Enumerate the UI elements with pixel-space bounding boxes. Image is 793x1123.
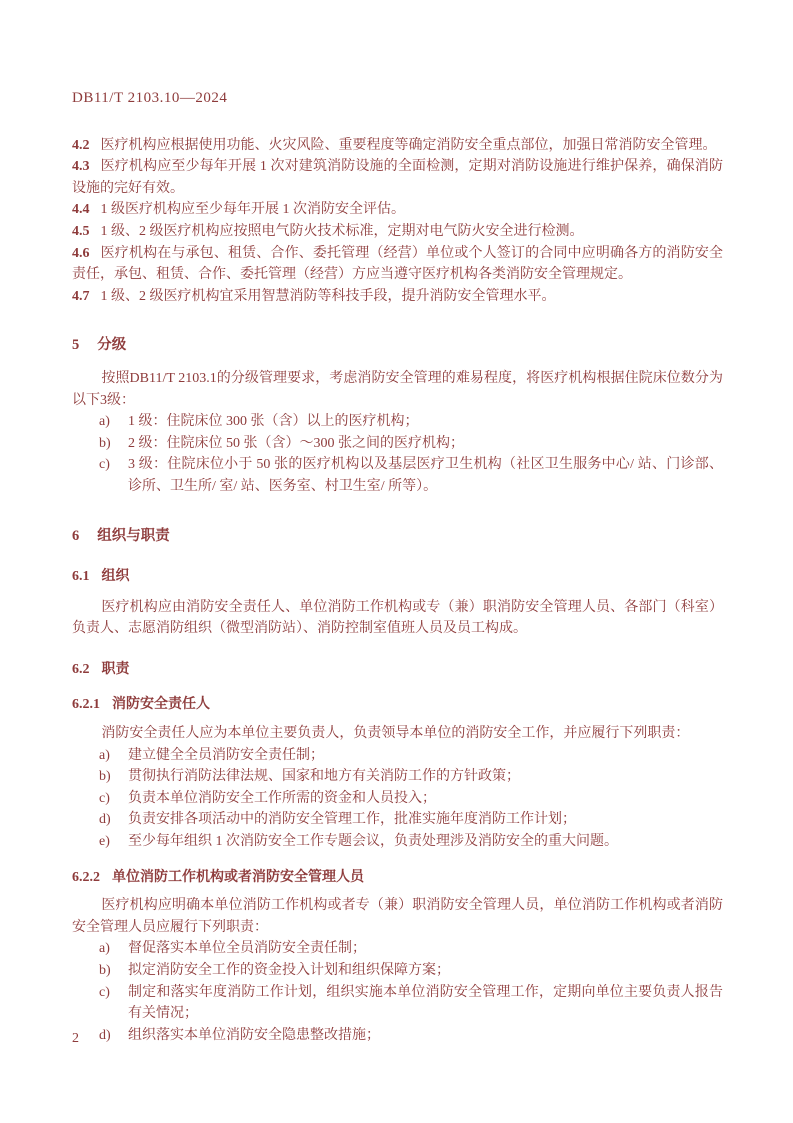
clause-number: 4.5: [72, 223, 90, 239]
section-title: 职责: [101, 661, 130, 677]
section-6-2-2-intro: 医疗机构应明确本单位消防工作机构或者专（兼）职消防安全管理人员，单位消防工作机构或者消防安全管理人员应履行下列职责：: [72, 898, 723, 935]
list-item-label: a): [99, 747, 110, 763]
standard-number: DB11/T 2103.10—2024: [72, 90, 228, 106]
clause-text: 医疗机构应至少每年开展 1 次对建筑消防设施的全面检测，定期对消防设施进行维护保养，确保消防设施的完好有效。: [72, 159, 723, 196]
section-6-1-heading: [72, 566, 723, 588]
list-item-text: 2 级：住院床位 50 张（含）～300 张之间的医疗机构；: [128, 435, 464, 451]
clause-text: 医疗机构在与承包、租赁、合作、委托管理（经营）单位或个人签订的合同中应明确各方的消防安全责任，承包、租赁、合作、委托管理（经营）方应当遵守医疗机构各类消防安全管理规定。: [72, 245, 723, 283]
list-item-text: 制定和落实年度消防工作计划，组织实施本单位消防安全管理工作，定期向单位主要负责人报告有关情况；: [128, 984, 723, 1022]
list-item-label: e): [99, 834, 110, 850]
section-title: 消防安全责任人: [112, 697, 210, 713]
clause-text: 1 级、2 级医疗机构宜采用智慧消防等科技手段，提升消防安全管理水平。: [100, 288, 556, 304]
list-item-label: c): [99, 790, 110, 806]
clause-number: 4.7: [72, 288, 90, 304]
list-item: [99, 960, 723, 982]
clause-text: 1 级、2 级医疗机构应按照电气防火技术标准，定期对电气防火安全进行检测。: [100, 223, 584, 239]
section-6-2-1-heading: [72, 694, 723, 716]
list-item-text: 负责安排各项活动中的消防安全管理工作，批准实施年度消防工作计划；: [128, 812, 576, 828]
list-item-text: 负责本单位消防安全工作所需的资金和人员投入；: [128, 790, 436, 806]
list-item: [99, 766, 723, 788]
section-number: 6.2.2: [72, 869, 100, 885]
list-item-text: 3 级：住院床位小于 50 张的医疗机构以及基层医疗卫生机构（社区卫生服务中心/ 站、门诊部、诊所、卫生所/ 室/ 站、医务室、村卫生室/ 所等）。: [128, 457, 723, 494]
clause-4-2: [72, 135, 723, 157]
clause-number: 4.2: [72, 137, 90, 153]
clause-4-7: [72, 286, 723, 308]
section-6-1-paragraph: 医疗机构应由消防安全责任人、单位消防工作机构或专（兼）职消防安全管理人员、各部门（科室）负责人、志愿消防组织（微型消防站）、消防控制室值班人员及员工构成。: [72, 599, 723, 637]
list-item: [99, 809, 723, 831]
section-number: 6: [72, 527, 80, 544]
section-5-intro: 按照DB11/T 2103.1的分级管理要求，考虑消防安全管理的难易程度，将医疗机构根据住院床位数分为以下3级：: [72, 370, 723, 408]
list-item-text: 建立健全全员消防安全责任制；: [128, 747, 324, 763]
clause-4-6: [72, 243, 723, 286]
list-item-label: b): [99, 435, 111, 451]
list-item-text: 督促落实本单位全员消防安全责任制；: [128, 941, 366, 957]
list-item-label: a): [99, 941, 110, 957]
clause-text: 1 级医疗机构应至少每年开展 1 次消防安全评估。: [100, 202, 405, 218]
list-item: [99, 938, 723, 960]
section-6-2-1-intro: 消防安全责任人应为本单位主要负责人，负责领导本单位的消防安全工作，并应履行下列职责：: [101, 726, 690, 742]
section-6-2-heading: [72, 659, 723, 681]
list-item-label: d): [99, 1027, 111, 1043]
section-6-heading: [72, 526, 723, 548]
section-number: 6.2.1: [72, 697, 100, 713]
list-item-text: 组织落实本单位消防安全隐患整改措施；: [128, 1027, 380, 1043]
list-item-label: d): [99, 812, 111, 828]
section-6-2-2-heading: [72, 867, 723, 889]
clause-4-5: [72, 221, 723, 243]
list-item: [99, 411, 723, 433]
list-item-text: 至少每年组织 1 次消防安全工作专题会议，负责处理涉及消防安全的重大问题。: [128, 834, 618, 850]
list-item-text: 1 级：住院床位 300 张（含）以上的医疗机构；: [128, 414, 419, 430]
list-item-text: 贯彻执行消防法律法规、国家和地方有关消防工作的方针政策；: [128, 769, 520, 785]
clause-text: 医疗机构应根据使用功能、火灾风险、重要程度等确定消防安全重点部位，加强日常消防安全管理。: [100, 137, 717, 153]
section-title: 组织与职责: [97, 527, 170, 544]
list-item-label: b): [99, 963, 111, 978]
clause-4-4: [72, 199, 723, 221]
list-item: [99, 831, 723, 853]
list-item: [99, 745, 723, 767]
clause-number: 4.6: [72, 245, 90, 261]
section-5-heading: [72, 335, 723, 357]
document-content: [72, 88, 723, 1046]
list-item: [99, 454, 723, 497]
list-item: [99, 433, 723, 455]
clause-4-3: [72, 156, 723, 199]
list-item: [99, 1025, 723, 1047]
section-title: 组织: [101, 569, 130, 585]
list-item-label: b): [99, 769, 111, 785]
list-item-label: c): [99, 984, 110, 1000]
section-number: 6.2: [72, 661, 90, 677]
page-number: 2: [72, 1031, 79, 1046]
clause-number: 4.3: [72, 159, 90, 175]
list-item: [99, 982, 723, 1025]
list-item-label: a): [99, 414, 110, 430]
clause-number: 4.4: [72, 202, 90, 218]
list-item-label: c): [99, 457, 110, 473]
section-number: 5: [72, 337, 80, 354]
list-item-text: 拟定消防安全工作的资金投入计划和组织保障方案；: [128, 963, 450, 978]
section-number: 6.1: [72, 569, 90, 585]
section-title: 分级: [97, 337, 127, 354]
section-title: 单位消防工作机构或者消防安全管理人员: [112, 869, 364, 885]
list-item: [99, 788, 723, 810]
